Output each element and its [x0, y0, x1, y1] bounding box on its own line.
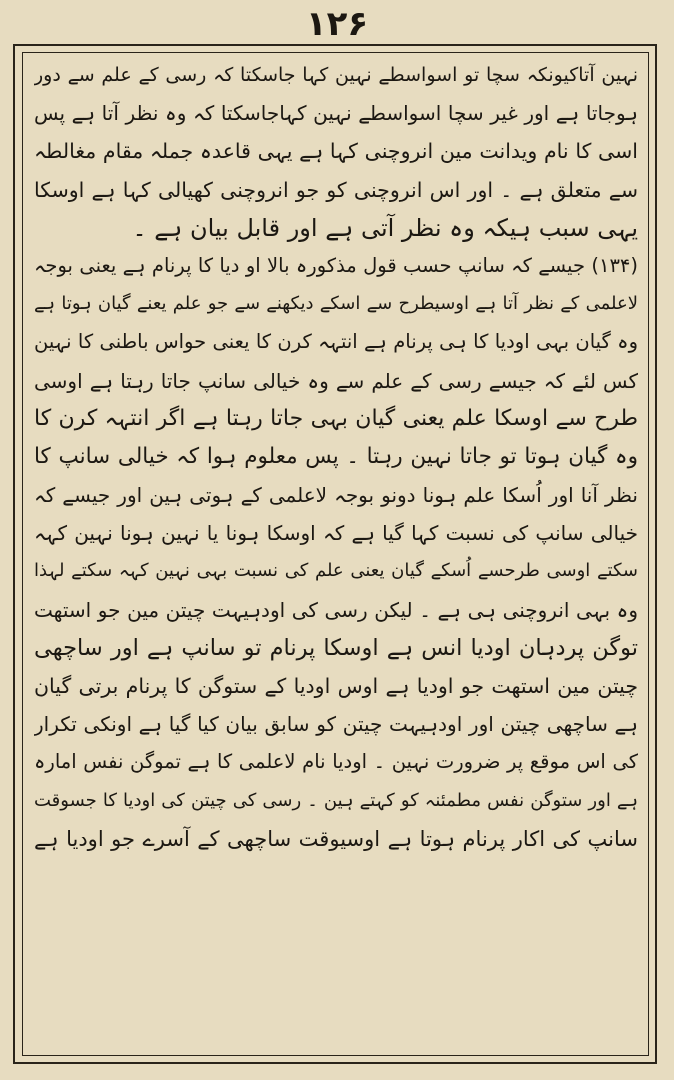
text-line: یہی سبب ہیکہ وہ نظر آتی ہے اور قابل بیان ہے ۔ — [132, 213, 638, 242]
text-line: طرح سے اوسکا علم یعنی گیان بہی جاتا رہتا ہے اگر انتہہ کرن کا — [34, 405, 638, 431]
text-line: کس لئے کہ جیسے رسی کے علم سے وہ خیالی سانپ جاتا رہتا ہے اوسی — [34, 368, 638, 393]
text-line: کی اس موقع پر ضرورت نہین ۔ اودیا نام لاعلمی کا ہے تموگن نفس امارہ — [34, 750, 638, 774]
text-line: اسی کا نام ویدانت مین انروچنی کہا ہے یہی قاعدہ جملہ مقام مغالطہ — [34, 139, 638, 164]
page-number: ۱۲۶ — [305, 4, 369, 44]
text-line: توگن پردہان اودیا انس ہے اوسکا پرنام تو سانپ ہے اور ساچھی — [34, 634, 638, 661]
text-line: خیالی سانپ کی نسبت کہا گیا ہے کہ اوسکا ہونا یا نہین ہونا نہین کہہ — [34, 521, 638, 546]
text-line: نہین آتاکیونکہ سچا تو اسواسطے نہین کہا جاسکتا کہ رسی کے علم سے دور — [34, 64, 638, 86]
text-line: نظر آنا اور اُسکا علم ہونا دونو بوجہ لاعلمی کے ہوتی ہین اور جیسے کہ — [34, 483, 638, 508]
text-line: (۱۳۴) جیسے کہ سانپ حسب قول مذکورہ بالا او دیا کا پرنام ہے یعنی بوجہ — [34, 253, 638, 277]
text-line: سکتے اوسی طرحسے اُسکے گیان یعنی علم کی نسبت بہی نہین کہہ سکتے لہذا — [34, 560, 638, 582]
text-line: وہ گیان بہی اودیا کا ہی پرنام ہے انتہہ کرن کا یعنی حواس باطنی کا نہین — [34, 330, 638, 354]
text-line: ہے ساچھی چیتن اور اودہیہت چیتن کو سابق بیان کیا گیا ہے اونکی تکرار — [34, 712, 638, 737]
text-line: سے متعلق ہے ۔ اور اس انروچنی کو جو انروچنی کھیالی کہا ہے اوسکا — [34, 177, 638, 202]
body-text — [34, 56, 638, 1050]
text-line: وہ بہی انروچنی ہی ہے ۔ لیکن رسی کی اودہیہت چیتن مین جو استھت — [34, 597, 638, 622]
text-line: وہ گیان ہوتا تو جاتا نہین رہتا ۔ پس معلوم ہوا کہ خیالی سانپ کا — [34, 443, 638, 469]
text-line: چیتن مین استھت جو اودیا ہے اوس اودیا کے ستوگن کا پرنام برتی گیان — [34, 674, 638, 698]
text-line: لاعلمی کے نظر آتا ہے اوسیطرح سے اسکے دیکھنے سے جو علم یعنے گیان ہوتا ہے — [34, 293, 638, 315]
text-line: سانپ کی اکار پرنام ہوتا ہے اوسیوقت ساچھی کے آسرے جو اودیا ہے — [34, 826, 638, 851]
text-line: ہے اور ستوگن نفس مطمئنہ کو کہتے ہین ۔ رسی کی چیتن کی اودیا کا جسوقت — [34, 789, 638, 811]
text-line: ہوجاتا ہے اور غیر سچا اسواسطے نہین کہاجاسکتا کہ وہ نظر آتا ہے پس — [34, 101, 638, 126]
